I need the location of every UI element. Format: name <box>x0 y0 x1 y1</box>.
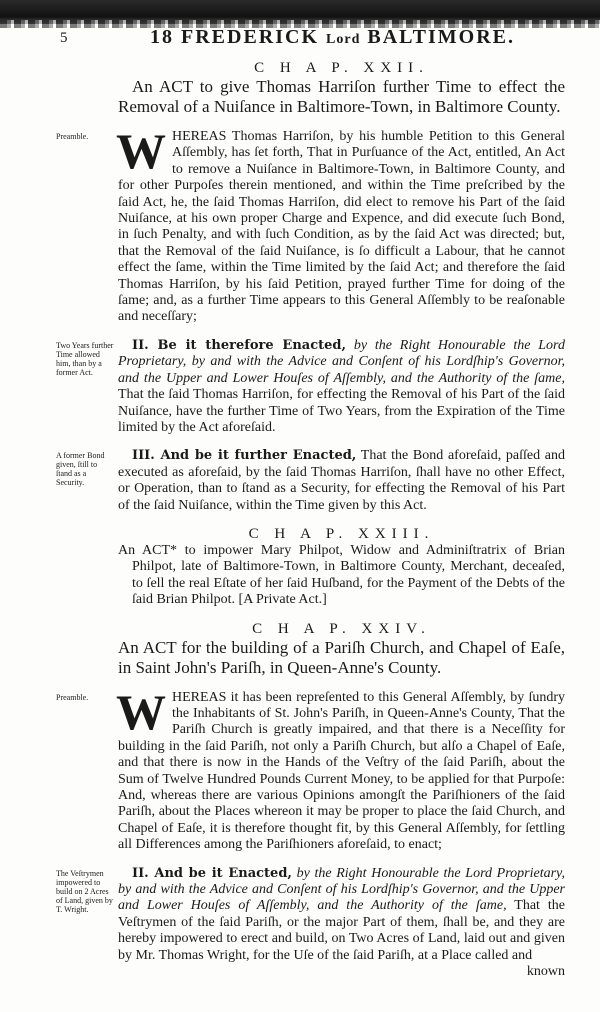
act-title: An ACT to give Thomas Harriſon further Time to effect the Removal of a Nuiſance in Baltimore-Town, in Baltimore County. <box>118 77 565 116</box>
corner-mark: 5 <box>60 30 68 46</box>
chapter-heading: C H A P. XXIV. <box>252 620 431 637</box>
section-2: The Veſtrymen impowered to build on 2 Acres of Land, given by T. Wright. II. And be it Enacted, by the Right Honourable the Lord Proprietary, by and with the Advice and Conſent of his Lordſhip's Governor, and the Upper and Lower Houſes of Aſſembly, and the Authority of the ſame, That the Veſtrymen of the ſaid Pariſh, or the major Part of them, ſhall be, and they are hereby impowered to erect and build, on Two Acres of Land, laid out and given by Mr. Thomas Wright, for the Uſe of the ſaid Pariſh, at a Place called and <box>56 865 565 963</box>
margin-note: A former Bond given, ſtill to ſtand as a Security. <box>56 451 105 488</box>
chapter-heading: C H A P. XXIII. <box>248 525 435 542</box>
preamble: Preamble. W HEREAS it has been repreſented to this General Aſſembly, by ſundry the Inhabitants of St. John's Pariſh, in Queen-Anne's County, That the Pariſh Church is greatly impaired, and that there is a Neceſſity for building in the ſaid Pariſh, not only a Pariſh Church, but alſo a Chapel of Eaſe, and that there is now in the Hands of the Veſtry of the ſaid Pariſh, about the Sum of Twelve Hundred Pounds Current Money, to be applied for that Purpoſe: And, whereas there are various Opinions amongſt the Pariſhioners of the ſaid Pariſh, about the Places whereon it may be proper to place the ſaid Church, and Chapel of Eaſe, it is therefore thought fit, by this General Aſſembly, for ſettling all Differences among the Pariſhioners aforeſaid, to enact; <box>56 683 565 853</box>
margin-note: The Veſtrymen impowered to build on 2 Acres of Land, given by T. Wright. <box>56 868 113 914</box>
page-number: 18 <box>150 26 174 48</box>
private-act-summary: An ACT* to impower Mary Philpot, Widow and Adminiſtratrix of Brian Philpot, late of Baltimore-Town, in Baltimore County, Merchant, deceaſed, to ſell the real Eſtate of her ſaid Huſband, for the Payment of the Debts of the ſaid Brian Philpot. [A Private Act.] <box>118 542 565 608</box>
act-title: An ACT for the building of a Pariſh Church, and Chapel of Eaſe, in Saint John's Pariſh, in Queen-Anne's County. <box>118 637 565 677</box>
chapter-heading: C H A P. XXII. <box>254 60 429 76</box>
section-2: Two Years further Time allowed him, than by a former Act. II. Be it therefore Enacted, by the Right Honourable the Lord Proprietary, by and with the Advice and Conſent of his Lordſhip's Governor, and the Upper and Lower Houſes of Aſſembly, and the Authority of the ſame, That the ſaid Thomas Harriſon, for effecting the Removal of his Part of the ſaid Nuiſance, have the further Time of Two Years, from the Expiration of the Time limited by the Act aforeſaid. <box>56 337 565 435</box>
running-header: 18 FREDERICK Lord BALTIMORE. <box>150 26 515 48</box>
preamble: Preamble. W HEREAS Thomas Harriſon, by his humble Petition to this General Aſſembly, has ſet forth, That in Purſuance of the Act, entitled, An Act to remove a Nuiſance in Baltimore-Town, in Baltimore County, and for other Purpoſes therein mentioned, and within the Time preſcribed by the ſaid Act, he, the ſaid Thomas Harriſon, did elect to remove his Part of the ſaid Nuiſance, at his own proper Charge and Expence, and did execute ſuch Bond, in ſuch Penalty, and with ſuch Condition, as by the ſaid Act was directed; but, that the Removal of the ſaid Nuiſance, is ſo difficult a Labour, that he cannot effect the ſame, within the Time limited by the ſaid Act; and therefore the ſaid Thomas Harriſon, by his ſaid Petition, prayed further Time for doing of the ſame; and, as a further Time appears to this General Aſſembly to be reaſonable and neceſſary; <box>56 123 565 325</box>
margin-note: Two Years further Time allowed him, than by a former Act. <box>56 340 114 377</box>
section-3: A former Bond given, ſtill to ſtand as a Security. III. And be it further Enacted, That the Bond aforeſaid, paſſed and executed as aforeſaid, by the ſaid Thomas Harriſon, ſhall have no other Effect, or Operation, than to ſtand as a Security, for effecting the Removal of his Part of the ſaid Nuiſance, within the Time given by this Act. <box>56 448 565 513</box>
margin-note: Preamble. <box>56 132 89 141</box>
drop-cap: W <box>116 123 166 179</box>
margin-note: Preamble. <box>56 692 89 702</box>
catchword: known <box>526 964 565 980</box>
text-column <box>56 0 565 1000</box>
drop-cap: W <box>116 683 166 740</box>
